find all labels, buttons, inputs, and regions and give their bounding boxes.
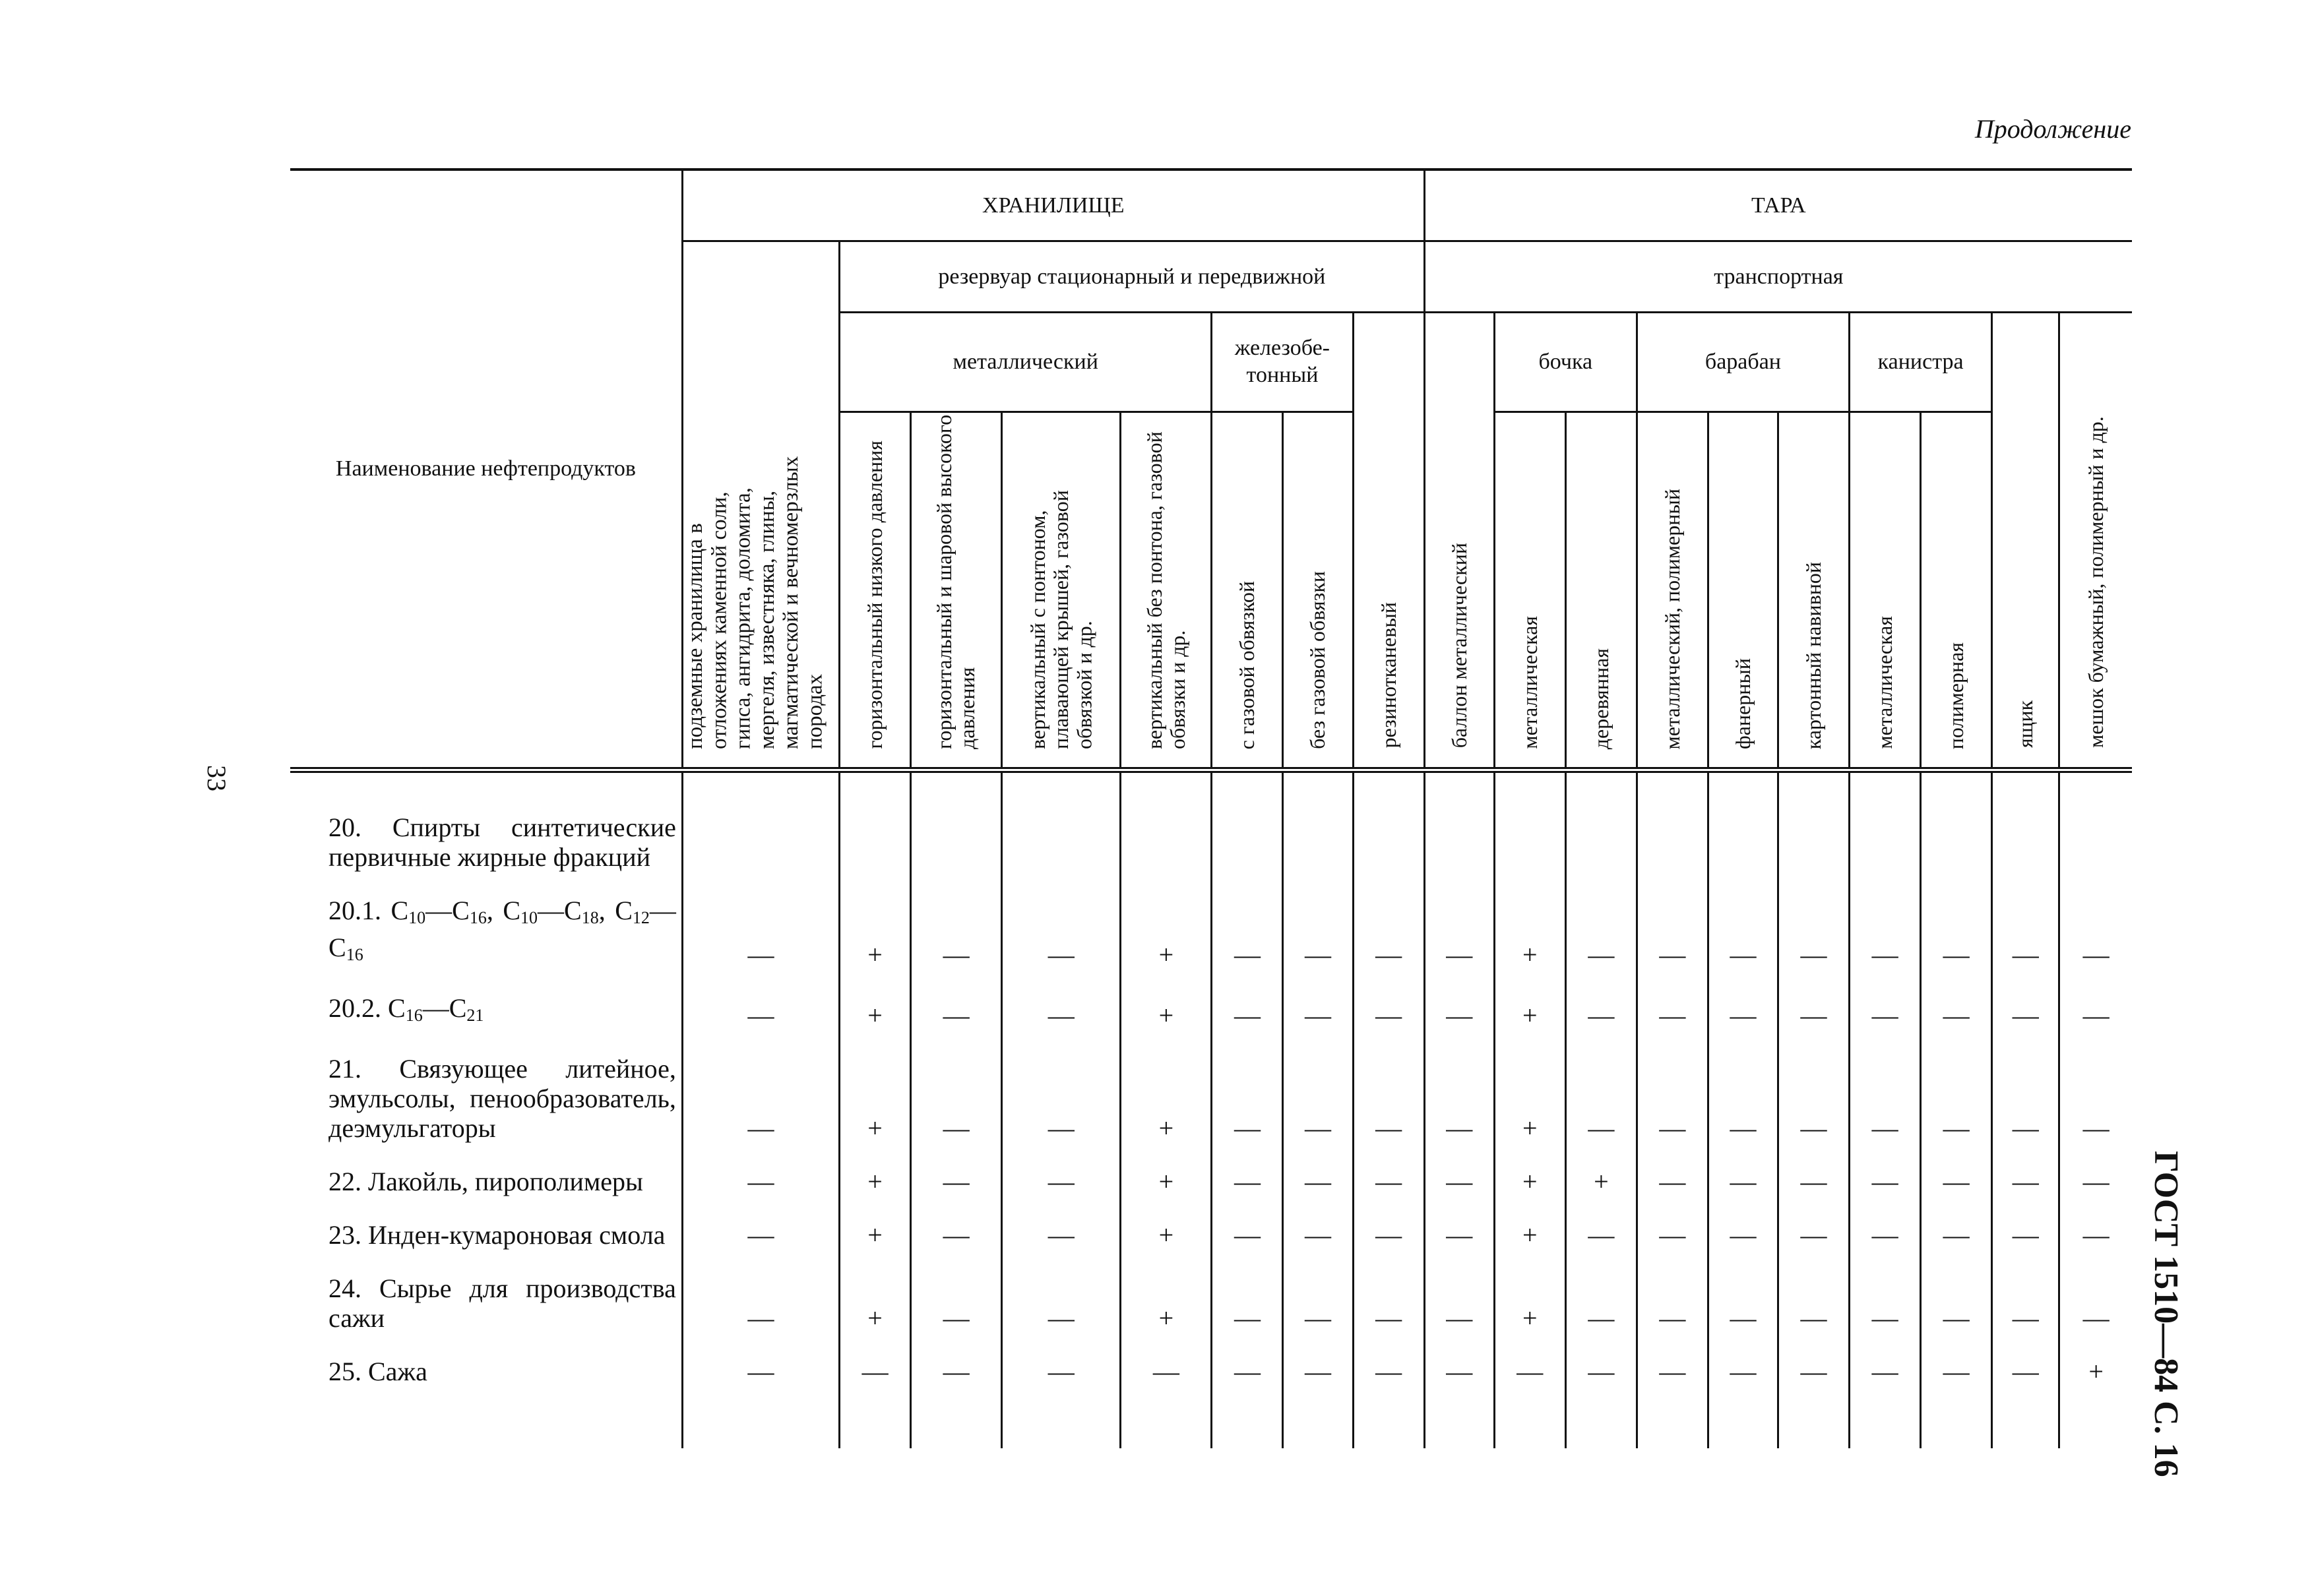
- value-cell: —: [1424, 876, 1494, 973]
- value-cell: —: [682, 1337, 839, 1390]
- value-cell: —: [2059, 876, 2132, 973]
- spacer-cell: [1565, 1390, 1637, 1448]
- value-cell: —: [911, 973, 1002, 1034]
- spacer-cell: [1283, 1390, 1353, 1448]
- value-cell: —: [1992, 1147, 2059, 1200]
- storage-table: [290, 168, 2132, 1448]
- h-high-header: горизонтальный и шаровой высокого давления: [911, 412, 1002, 770]
- value-cell: —: [1565, 1337, 1637, 1390]
- value-cell: —: [911, 1034, 1002, 1147]
- name-column-header: Наименование нефтепродуктов: [290, 169, 682, 770]
- value-cell: —: [1494, 1337, 1565, 1390]
- value-cell: +: [1494, 1200, 1565, 1254]
- spacer-cell: [1921, 1390, 1992, 1448]
- value-cell: +: [1121, 876, 1212, 973]
- value-cell: —: [1002, 973, 1121, 1034]
- page-number: 33: [202, 765, 232, 791]
- value-cell: [1565, 770, 1637, 876]
- value-cell: [1283, 770, 1353, 876]
- table-body: [290, 770, 2132, 1449]
- value-cell: —: [1992, 876, 2059, 973]
- value-cell: —: [1283, 973, 1353, 1034]
- spacer-cell: [840, 1390, 911, 1448]
- value-cell: —: [1778, 876, 1850, 973]
- value-cell: —: [911, 1337, 1002, 1390]
- value-cell: —: [1921, 973, 1992, 1034]
- value-cell: +: [1494, 1254, 1565, 1337]
- spacer-cell: [1494, 1390, 1565, 1448]
- value-cell: —: [682, 1200, 839, 1254]
- value-cell: —: [1921, 1337, 1992, 1390]
- value-cell: —: [911, 1254, 1002, 1337]
- no-gas-tie-header: без газовой обвязки: [1283, 412, 1353, 770]
- spacer-cell: [290, 1390, 682, 1448]
- value-cell: —: [1992, 1337, 2059, 1390]
- value-cell: [1637, 770, 1708, 876]
- value-cell: —: [1637, 876, 1708, 973]
- value-cell: —: [1424, 1254, 1494, 1337]
- value-cell: —: [1212, 1147, 1283, 1200]
- value-cell: —: [1002, 1147, 1121, 1200]
- value-cell: —: [1708, 973, 1778, 1034]
- value-cell: —: [1637, 1147, 1708, 1200]
- value-cell: —: [1424, 973, 1494, 1034]
- value-cell: —: [1424, 1034, 1494, 1147]
- product-name: 20. Спирты синтетические первичные жирные фракций: [290, 770, 682, 876]
- rubber-header: резинотканевый: [1353, 313, 1424, 770]
- value-cell: —: [1283, 1254, 1353, 1337]
- table-row: [290, 1034, 2132, 1147]
- value-cell: —: [1778, 1147, 1850, 1200]
- value-cell: —: [1002, 1337, 1121, 1390]
- table-row: [290, 1147, 2132, 1200]
- spacer-cell: [2059, 1390, 2132, 1448]
- value-cell: +: [1121, 1147, 1212, 1200]
- value-cell: —: [911, 1200, 1002, 1254]
- spacer-cell: [911, 1390, 1002, 1448]
- value-cell: —: [1921, 1034, 1992, 1147]
- value-cell: +: [1494, 1147, 1565, 1200]
- value-cell: —: [1921, 876, 1992, 973]
- value-cell: —: [1921, 1147, 1992, 1200]
- value-cell: —: [1212, 876, 1283, 973]
- value-cell: +: [840, 876, 911, 973]
- value-cell: —: [1565, 1200, 1637, 1254]
- value-cell: [1353, 770, 1424, 876]
- value-cell: —: [1992, 1254, 2059, 1337]
- value-cell: —: [1708, 1034, 1778, 1147]
- value-cell: —: [911, 1147, 1002, 1200]
- value-cell: +: [1121, 973, 1212, 1034]
- value-cell: —: [682, 1034, 839, 1147]
- value-cell: —: [1992, 1200, 2059, 1254]
- value-cell: —: [911, 876, 1002, 973]
- value-cell: —: [1850, 1147, 1921, 1200]
- value-cell: —: [1850, 1200, 1921, 1254]
- spacer-cell: [1424, 1390, 1494, 1448]
- value-cell: —: [1353, 1337, 1424, 1390]
- cylinder-header: баллон металлический: [1424, 313, 1494, 770]
- spacer-cell: [1121, 1390, 1212, 1448]
- spacer-cell: [1708, 1390, 1778, 1448]
- value-cell: —: [1353, 876, 1424, 973]
- continuation-label: Продолжение: [1974, 114, 2131, 144]
- value-cell: +: [840, 1034, 911, 1147]
- value-cell: —: [1565, 1034, 1637, 1147]
- value-cell: —: [1850, 1337, 1921, 1390]
- value-cell: —: [1637, 1254, 1708, 1337]
- value-cell: —: [1921, 1200, 1992, 1254]
- value-cell: —: [2059, 973, 2132, 1034]
- value-cell: —: [682, 973, 839, 1034]
- value-cell: [1212, 770, 1283, 876]
- table-row: [290, 973, 2132, 1034]
- canister-header: канистра: [1850, 313, 1992, 412]
- value-cell: —: [1424, 1200, 1494, 1254]
- spacer-cell: [1778, 1390, 1850, 1448]
- product-name: 20.1. $C_{10}—C_{16}$, $C_{10}—C_{18}$, $C_{12}—C_{16}$: [290, 876, 682, 973]
- value-cell: —: [1850, 1034, 1921, 1147]
- value-cell: [1708, 770, 1778, 876]
- can-metal-header: металлическая: [1850, 412, 1921, 770]
- value-cell: —: [1778, 1200, 1850, 1254]
- value-cell: —: [1708, 876, 1778, 973]
- value-cell: —: [1212, 1254, 1283, 1337]
- value-cell: —: [1708, 1337, 1778, 1390]
- value-cell: +: [1121, 1034, 1212, 1147]
- value-cell: +: [1121, 1254, 1212, 1337]
- value-cell: —: [2059, 1200, 2132, 1254]
- value-cell: —: [840, 1337, 911, 1390]
- value-cell: +: [1121, 1200, 1212, 1254]
- bag-header: мешок бумажный, полимерный и др.: [2059, 313, 2132, 770]
- value-cell: [1921, 770, 1992, 876]
- value-cell: —: [1353, 1254, 1424, 1337]
- concrete-header: железобе-тонный: [1212, 313, 1353, 412]
- value-cell: [1002, 770, 1121, 876]
- value-cell: —: [1002, 1034, 1121, 1147]
- value-cell: +: [840, 1200, 911, 1254]
- drum-cardboard-header: картонный навивной: [1778, 412, 1850, 770]
- value-cell: —: [2059, 1147, 2132, 1200]
- product-name: 20.2. $C_{16}—C_{21}$: [290, 973, 682, 1034]
- value-cell: +: [840, 1147, 911, 1200]
- barrel-metal-header: металлическая: [1494, 412, 1565, 770]
- transport-header: транспортная: [1424, 241, 2132, 313]
- value-cell: —: [1992, 1034, 2059, 1147]
- storage-header: ХРАНИЛИЩЕ: [682, 169, 1424, 241]
- value-cell: [911, 770, 1002, 876]
- value-cell: —: [1778, 1034, 1850, 1147]
- value-cell: —: [1212, 1034, 1283, 1147]
- value-cell: [1992, 770, 2059, 876]
- h-low-header: горизонтальный низкого давления: [840, 412, 911, 770]
- spacer-cell: [1850, 1390, 1921, 1448]
- value-cell: —: [1424, 1147, 1494, 1200]
- gas-tie-header: с газовой обвязкой: [1212, 412, 1283, 770]
- value-cell: —: [1353, 1034, 1424, 1147]
- value-cell: [1850, 770, 1921, 876]
- value-cell: —: [1212, 973, 1283, 1034]
- value-cell: —: [1850, 876, 1921, 973]
- barrel-header: бочка: [1494, 313, 1637, 412]
- value-cell: —: [1565, 973, 1637, 1034]
- value-cell: —: [1212, 1337, 1283, 1390]
- value-cell: —: [1637, 1034, 1708, 1147]
- value-cell: [682, 770, 839, 876]
- spacer-cell: [1212, 1390, 1283, 1448]
- value-cell: —: [1353, 1200, 1424, 1254]
- value-cell: —: [1850, 973, 1921, 1034]
- v-pontoon-header: вертикальный с понтоном, плавающей крышей, газовой обвязкой и др.: [1002, 412, 1121, 770]
- value-cell: —: [1850, 1254, 1921, 1337]
- value-cell: —: [1637, 1337, 1708, 1390]
- value-cell: —: [2059, 1034, 2132, 1147]
- value-cell: —: [1002, 1254, 1121, 1337]
- value-cell: —: [1212, 1200, 1283, 1254]
- barrel-wood-header: деревянная: [1565, 412, 1637, 770]
- table-row: [290, 770, 2132, 876]
- value-cell: —: [1921, 1254, 1992, 1337]
- table-row: [290, 876, 2132, 973]
- drum-plywood-header: фанерный: [1708, 412, 1778, 770]
- value-cell: —: [1708, 1254, 1778, 1337]
- spacer-cell: [1353, 1390, 1424, 1448]
- value-cell: —: [2059, 1254, 2132, 1337]
- table-row: [290, 1254, 2132, 1337]
- value-cell: [840, 770, 911, 876]
- box-header: ящик: [1992, 313, 2059, 770]
- product-name: 22. Лакойль, пирополимеры: [290, 1147, 682, 1200]
- value-cell: —: [1002, 1200, 1121, 1254]
- product-name: 21. Связующее литейное, эмульсолы, пенообразователь, деэмульгаторы: [290, 1034, 682, 1147]
- value-cell: +: [1494, 1034, 1565, 1147]
- value-cell: [1424, 770, 1494, 876]
- value-cell: —: [1637, 973, 1708, 1034]
- value-cell: [1778, 770, 1850, 876]
- underground-header: подземные хранилища в отложениях каменной соли, гипса, ангидрита, доломита, мергеля, известняка, глины, магматической и вечномерзлых породах: [682, 241, 839, 770]
- value-cell: —: [1565, 1254, 1637, 1337]
- value-cell: —: [1002, 876, 1121, 973]
- table-row: [290, 1200, 2132, 1254]
- value-cell: —: [1283, 1034, 1353, 1147]
- value-cell: +: [1494, 876, 1565, 973]
- value-cell: —: [1283, 876, 1353, 973]
- value-cell: —: [1637, 1200, 1708, 1254]
- value-cell: +: [840, 1254, 911, 1337]
- product-name: 23. Инден-кумароновая смола: [290, 1200, 682, 1254]
- product-name: 25. Сажа: [290, 1337, 682, 1390]
- standard-label: ГОСТ 1510—84 С. 16: [2147, 1151, 2185, 1477]
- spacer-cell: [1002, 1390, 1121, 1448]
- value-cell: —: [1778, 1254, 1850, 1337]
- value-cell: —: [1353, 973, 1424, 1034]
- value-cell: —: [682, 876, 839, 973]
- value-cell: —: [1778, 973, 1850, 1034]
- value-cell: [2059, 770, 2132, 876]
- value-cell: —: [1121, 1337, 1212, 1390]
- can-polymer-header: полимерная: [1921, 412, 1992, 770]
- value-cell: +: [840, 973, 911, 1034]
- table-bottom-spacer: [290, 1390, 2132, 1448]
- table-row: [290, 1337, 2132, 1390]
- value-cell: —: [682, 1254, 839, 1337]
- tank-header: резервуар стационарный и передвижной: [840, 241, 1425, 313]
- spacer-cell: [1637, 1390, 1708, 1448]
- value-cell: —: [1283, 1147, 1353, 1200]
- spacer-cell: [682, 1390, 839, 1448]
- value-cell: —: [682, 1147, 839, 1200]
- value-cell: —: [1992, 973, 2059, 1034]
- product-name: 24. Сырье для производства сажи: [290, 1254, 682, 1337]
- spacer-cell: [1992, 1390, 2059, 1448]
- value-cell: —: [1283, 1200, 1353, 1254]
- value-cell: +: [2059, 1337, 2132, 1390]
- value-cell: +: [1565, 1147, 1637, 1200]
- value-cell: —: [1424, 1337, 1494, 1390]
- drum-metal-header: металлический, полимерный: [1637, 412, 1708, 770]
- value-cell: —: [1708, 1200, 1778, 1254]
- drum-header: барабан: [1637, 313, 1849, 412]
- value-cell: [1121, 770, 1212, 876]
- value-cell: [1494, 770, 1565, 876]
- v-no-pontoon-header: вертикальный без понтона, газовой обвязки и др.: [1121, 412, 1212, 770]
- value-cell: —: [1778, 1337, 1850, 1390]
- value-cell: +: [1494, 973, 1565, 1034]
- value-cell: —: [1565, 876, 1637, 973]
- value-cell: —: [1283, 1337, 1353, 1390]
- container-header: ТАРА: [1424, 169, 2132, 241]
- value-cell: —: [1353, 1147, 1424, 1200]
- metal-header: металлический: [840, 313, 1212, 412]
- value-cell: —: [1708, 1147, 1778, 1200]
